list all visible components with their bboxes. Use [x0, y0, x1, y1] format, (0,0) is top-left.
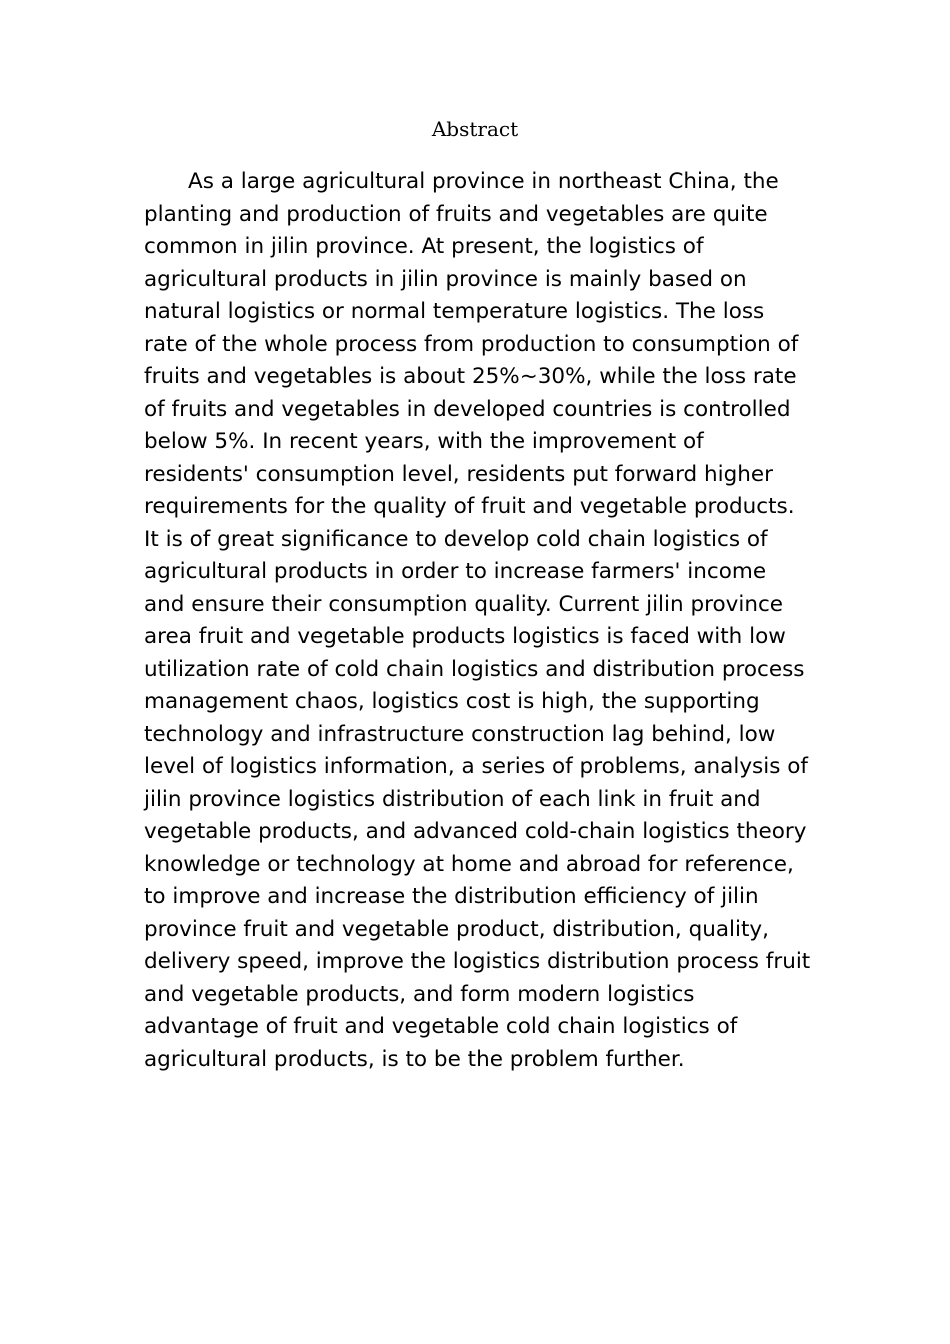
abstract-paragraph: As a large agricultural province in northeast China, the planting and production of fruits and vegetables are quite common in jilin province. At present, the logistics of agricultural products in jilin province is mainly based on natural logistics or normal temperature logistics. The loss rate of the whole process from production to consumption of fruits and vegetables is about 25%~30%, while the loss rate of fruits and vegetables in developed countries is controlled below 5%. In recent years, with the improvement of residents' consumption level, residents put forward higher requirements for the quality of fruit and vegetable products. It is of great significance to develop cold chain logistics of agricultural products in order to increase farmers' income and ensure their consumption quality. Current jilin province area fruit and vegetable products logistics is faced with low utilization rate of cold chain logistics and distribution process management chaos, logistics cost is high, the supporting technology and infrastructure construction lag behind, low level of logistics information, a series of problems, analysis of jilin province logistics distribution of each link in fruit and vegetable products, and advanced cold-chain logistics theory knowledge or technology at home and abroad for reference, to improve and increase the distribution efficiency of jilin province fruit and vegetable product, distribution, quality, delivery speed, improve the logistics distribution process fruit and vegetable products, and form modern logistics advantage of fruit and vegetable cold chain logistics of agricultural products, is to be the problem further. [144, 169, 811, 1072]
abstract-heading: Abstract [431, 117, 519, 141]
